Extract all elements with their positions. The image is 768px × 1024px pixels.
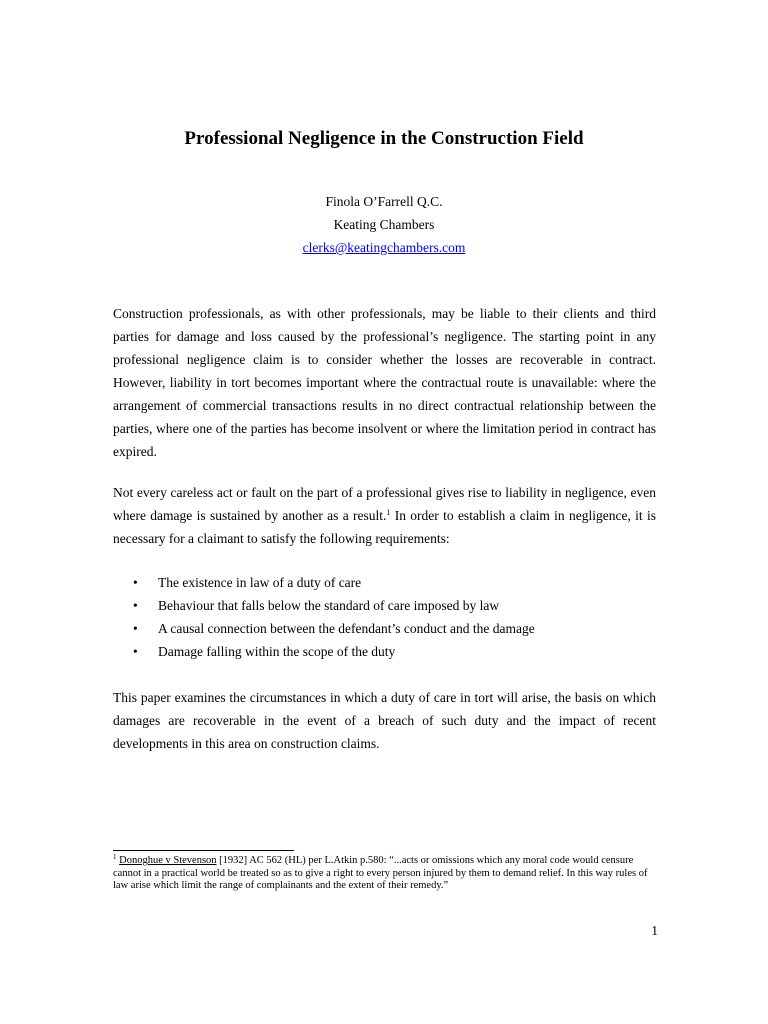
bullet-icon: • [133, 644, 138, 659]
bullet-icon: • [133, 575, 138, 590]
list-item [113, 594, 656, 617]
list-item-text: A causal connection between the defendant’s conduct and the damage [158, 621, 535, 636]
footnote-case-name: Donoghue v Stevenson [119, 855, 217, 866]
closing-paragraph: This paper examines the circumstances in which a duty of care in tort will arise, the basis on which damages are recoverable in the event of a breach of such duty and the impact of recent developments in this area on construction claims. [113, 690, 656, 751]
list-item [113, 640, 656, 663]
author-organization: Keating Chambers [333, 217, 435, 232]
author-name: Finola O’Farrell Q.C. [325, 194, 443, 209]
intro-paragraph: Construction professionals, as with other professionals, may be liable to their clients and third parties for damage and loss caused by the professional’s negligence. The starting point in any professional negligence claim is to consider whether the losses are recoverable in contract. However, liability in tort becomes important where the contractual route is unavailable: where the arrangement of commercial transactions results in no direct contractual relationship between the parties, where one of the parties has become insolvent or where the limitation period in contract has expired. [113, 306, 656, 459]
page-number: 1 [651, 923, 658, 938]
paragraph-text-before-ref: Not every careless act or fault on the part of a professional gives rise to liability in negligence, even where damage is sustained by another as a result. [113, 485, 656, 523]
list-item-text: The existence in law of a duty of care [158, 575, 362, 590]
list-item [113, 571, 656, 594]
footnote-divider [113, 850, 294, 851]
requirements-intro-paragraph [113, 481, 656, 550]
footnote-reference[interactable]: 1 [386, 508, 391, 517]
bullet-icon: • [133, 598, 138, 613]
bullet-icon: • [133, 621, 138, 636]
footnote [113, 855, 656, 893]
document-title: Professional Negligence in the Construction Field [184, 128, 584, 149]
author-block [0, 190, 768, 259]
footnote-number: 1 [113, 853, 117, 861]
footnote-text: [1932] AC 562 (HL) per L.Atkin p.580: “...acts or omissions which any moral code would censure cannot in a practical world be treated so as to give a right to every person injured by them to demand relief. In this way rules of law arise which limit the range of complainants and the extent of their remedy.” [113, 855, 648, 891]
list-item [113, 617, 656, 640]
list-item-text: Damage falling within the scope of the duty [158, 644, 396, 659]
email-link[interactable]: clerks@keatingchambers.com [302, 240, 466, 255]
requirements-list [113, 571, 656, 663]
list-item-text: Behaviour that falls below the standard of care imposed by law [158, 598, 500, 613]
paragraph-text-after-ref: In order to establish a claim in negligence, it is necessary for a claimant to satisfy the following requirements: [113, 508, 656, 546]
